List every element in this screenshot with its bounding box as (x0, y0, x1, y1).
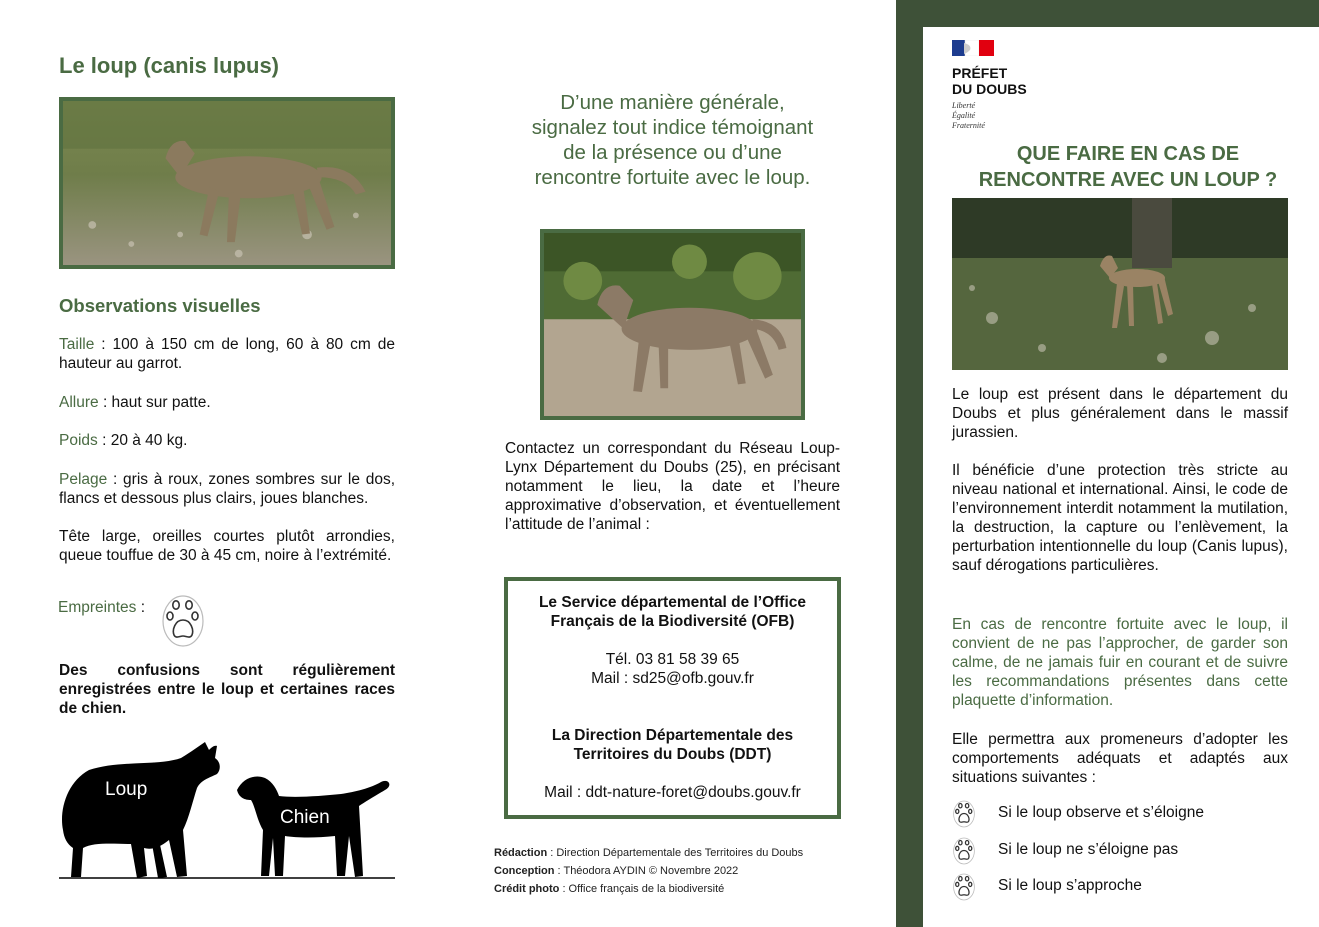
tete-paragraph: Tête large, oreilles courtes plutôt arrondies, queue touffue de 30 à 45 cm, noire à l’extrémité. (59, 528, 395, 564)
list-item (952, 800, 1292, 828)
paw-print-icon (952, 800, 976, 828)
silhouette-label-chien: Chien (280, 807, 330, 828)
situation-label: Si le loup s’approche (998, 877, 1142, 894)
paw-print-icon (952, 837, 976, 865)
ddt-email[interactable]: Mail : ddt-nature-foret@doubs.gouv.fr (544, 784, 801, 801)
list-item (952, 873, 1292, 901)
motto-line: Fraternité (952, 121, 985, 130)
credits (494, 844, 803, 898)
panel-title-line-1: QUE FAIRE EN CAS DE (1016, 143, 1240, 165)
pelage-paragraph (59, 470, 395, 508)
poids-paragraph (59, 431, 395, 450)
prefet-logo (952, 40, 1027, 131)
poids-label: Poids (59, 432, 98, 449)
contact-box (504, 577, 841, 819)
pelage-label: Pelage (59, 471, 108, 488)
confusions-paragraph: Des confusions sont régulièrement enregistrées entre le loup et certaines races de chien. (59, 662, 395, 717)
p3-rencontre: En cas de rencontre fortuite avec le loup, il convient de ne pas l’approcher, de garder son calme, de ne jamais fuir en courant et de suivre les recommandations présentes dans cette plaquette d’information. (952, 616, 1288, 709)
right-panel (923, 27, 1319, 927)
headline-line-2: signalez tout indice témoignant (531, 116, 814, 139)
taille-paragraph (59, 335, 395, 373)
empreintes-line (58, 598, 145, 617)
wolf-silhouette (62, 742, 220, 878)
situation-label: Si le loup observe et s’éloigne (998, 804, 1204, 821)
credit-photo (494, 880, 803, 898)
silhouette-label-loup: Loup (105, 779, 148, 800)
p1-presence: Le loup est présent dans le département du Doubs et plus généralement dans le massif jurassien. (952, 386, 1288, 441)
credit-text: : Théodora AYDIN © Novembre 2022 (554, 865, 739, 877)
marianne-flag-icon (952, 40, 994, 56)
headline-line-3: de la présence ou d’une (563, 141, 782, 164)
pelage-text: : gris à roux, zones sombres sur le dos, flancs et dessous plus clairs, joues blanches. (59, 471, 395, 507)
credit-label: Conception (494, 865, 555, 877)
taille-label: Taille (59, 336, 95, 353)
ofb-name (508, 593, 837, 631)
ddt-name-line-2: Territoires du Doubs (DDT) (573, 746, 772, 763)
ofb-name-line-1: Le Service départemental de l’Office (538, 594, 807, 611)
paw-print-icon (952, 873, 976, 901)
wolf-photo-1 (59, 97, 395, 269)
allure-paragraph (59, 393, 395, 412)
motto-line: Liberté (952, 101, 976, 110)
ddt-name (508, 726, 837, 764)
wolf-title: Le loup (canis lupus) (59, 53, 280, 78)
credit-conception (494, 862, 803, 880)
motto-line: Égalité (952, 111, 976, 120)
headline (480, 90, 865, 190)
credit-text: : Office français de la biodiversité (559, 883, 725, 895)
allure-text: : haut sur patte. (98, 394, 211, 411)
headline-line-4: rencontre fortuite avec le loup. (534, 166, 811, 189)
logo-motto (952, 101, 1027, 131)
credit-label: Rédaction (494, 847, 548, 859)
credit-text: : Direction Départementale des Territoires du Doubs (547, 847, 804, 859)
logo-du-doubs: DU DOUBS (952, 81, 1027, 97)
paw-print-icon (161, 594, 205, 648)
p4-situations-intro: Elle permettra aux promeneurs d’adopter les comportements adéquats et adaptés aux situations suivantes : (952, 731, 1288, 786)
allure-label: Allure (59, 394, 99, 411)
ofb-name-line-2: Français de la Biodiversité (OFB) (550, 613, 795, 630)
credit-label: Crédit photo (494, 883, 560, 895)
panel-title (943, 141, 1313, 193)
panel-title-line-2: RENCONTRE AVEC UN LOUP ? (978, 169, 1278, 191)
p2-protection: Il bénéficie d’une protection très stricte au niveau national et international. Ainsi, le code de l’environnement interdit notamment la mutilation, la destruction, la capture ou l’enlèvement, la perturbation intentionnelle du loup (Canis lupus), sauf dérogations particulières. (952, 462, 1288, 574)
logo-prefet: PRÉFET (952, 65, 1008, 81)
headline-line-1: D’une manière générale, (560, 91, 785, 114)
list-item (952, 837, 1292, 865)
poids-text: : 20 à 40 kg. (97, 432, 188, 449)
wolf-photo-2 (540, 229, 805, 420)
ofb-email[interactable]: Mail : sd25@ofb.gouv.fr (591, 670, 754, 687)
wolf-dog-silhouettes (59, 740, 397, 882)
contact-paragraph: Contactez un correspondant du Réseau Loup-Lynx Département du Doubs (25), en précisant notamment le lieu, la date et l’heure approximative d’observation, et éventuellement l’attitude de l’animal : (505, 440, 840, 533)
situation-label: Si le loup ne s’éloigne pas (998, 841, 1179, 858)
credit-redaction (494, 844, 803, 862)
ddt-name-line-1: La Direction Départementale des (551, 727, 794, 744)
empreintes-label: Empreintes (58, 599, 137, 616)
empreintes-text: : (136, 599, 146, 616)
ofb-phone: Tél. 03 81 58 39 65 (605, 651, 740, 668)
taille-text: : 100 à 150 cm de long, 60 à 80 cm de hauteur au garrot. (59, 336, 395, 372)
observations-heading: Observations visuelles (59, 295, 261, 316)
wolf-photo-3 (952, 198, 1288, 370)
